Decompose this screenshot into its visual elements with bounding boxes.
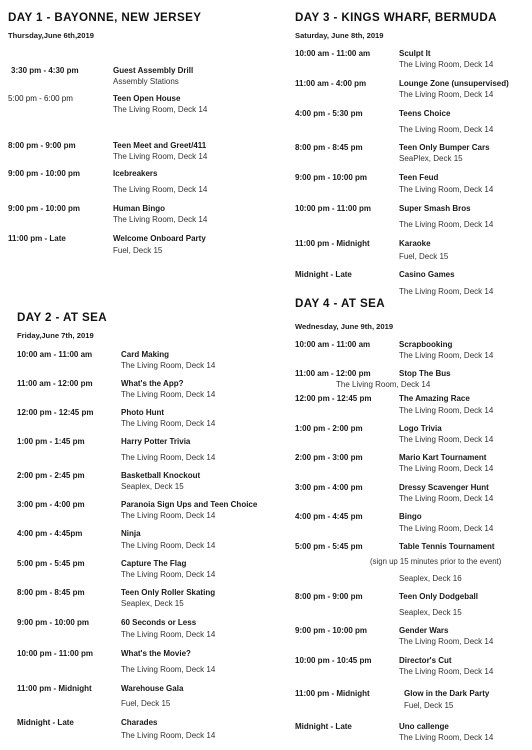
event-title: Casino Games	[399, 270, 455, 279]
event-title: Mario Kart Tournament	[399, 453, 487, 462]
event-title: Teens Choice	[399, 109, 451, 118]
event-location: The Living Room, Deck 14	[399, 524, 494, 533]
event-location: The Living Room, Deck 14	[121, 361, 216, 370]
event-time: 5:00 pm - 6:00 pm	[8, 94, 73, 103]
event-time: 11:00 am - 4:00 pm	[295, 79, 367, 88]
event-time: Midnight - Late	[295, 270, 352, 279]
event-time: Midnight - Late	[17, 718, 74, 727]
day3-title: DAY 3 - KINGS WHARF, BERMUDA	[295, 11, 497, 24]
event-location: The Living Room, Deck 14	[399, 464, 494, 473]
day1-date: Thursday,June 6th,2019	[8, 31, 94, 40]
event-location: The Living Room, Deck 14	[399, 406, 494, 415]
event-location: The Living Room, Deck 14	[399, 733, 494, 742]
event-location: Seaplex, Deck 16	[399, 574, 462, 583]
event-title: Scrapbooking	[399, 340, 453, 349]
event-time: 9:00 pm - 10:00 pm	[295, 626, 368, 635]
event-title: Uno callenge	[399, 722, 449, 731]
event-title: Basketball Knockout	[121, 471, 201, 480]
event-location: The Living Room, Deck 14	[399, 637, 494, 646]
event-location: SeaPlex, Deck 15	[399, 154, 463, 163]
event-title: Capture The Flag	[121, 559, 187, 568]
event-time: 2:00 pm - 2:45 pm	[17, 471, 85, 480]
event-location: Fuel, Deck 15	[121, 699, 171, 708]
event-title: Welcome Onboard Party	[113, 234, 206, 243]
event-title: The Amazing Race	[399, 394, 470, 403]
event-location: The Living Room, Deck 14	[399, 494, 494, 503]
event-time: 9:00 pm - 10:00 pm	[8, 169, 81, 178]
event-time: 10:00 am - 11:00 am	[295, 340, 371, 349]
event-location: The Living Room, Deck 14	[121, 731, 216, 740]
event-location: The Living Room, Deck 14	[399, 435, 494, 444]
event-time: 11:00 pm - Midnight	[295, 689, 370, 698]
event-time: 1:00 pm - 2:00 pm	[295, 424, 363, 433]
event-title: Paranoia Sign Ups and Teen Choice	[121, 500, 258, 509]
event-location: Seaplex, Deck 15	[121, 482, 184, 491]
event-title: Karaoke	[399, 239, 431, 248]
event-title: Dressy Scavenger Hunt	[399, 483, 489, 492]
event-location: The Living Room, Deck 14	[399, 287, 494, 296]
event-title: Stop The Bus	[399, 369, 451, 378]
event-time: 10:00 pm - 11:00 pm	[17, 649, 94, 658]
event-location: The Living Room, Deck 14	[336, 380, 431, 389]
event-time: 3:30 pm - 4:30 pm	[11, 66, 79, 75]
event-time: 11:00 pm - Late	[8, 234, 66, 243]
event-title: Photo Hunt	[121, 408, 165, 417]
event-time: 4:00 pm - 4:45pm	[17, 529, 83, 538]
event-title: Icebreakers	[113, 169, 158, 178]
event-title: Warehouse Gala	[121, 684, 184, 693]
event-location: The Living Room, Deck 14	[121, 453, 216, 462]
event-time: 9:00 pm - 10:00 pm	[17, 618, 90, 627]
day4-date: Wednesday, June 9th, 2019	[295, 322, 394, 331]
event-time: 10:00 pm - 10:45 pm	[295, 656, 372, 665]
event-location: The Living Room, Deck 14	[121, 570, 216, 579]
event-title: 60 Seconds or Less	[121, 618, 197, 627]
event-time: 11:00 pm - Midnight	[17, 684, 92, 693]
event-time: 8:00 pm - 8:45 pm	[295, 143, 363, 152]
event-title: Sculpt It	[399, 49, 431, 58]
event-location: The Living Room, Deck 14	[113, 215, 208, 224]
event-title: What's the App?	[121, 379, 184, 388]
day2-title: DAY 2 - AT SEA	[17, 311, 107, 324]
event-time: 10:00 pm - 11:00 pm	[295, 204, 372, 213]
event-time: 8:00 pm - 8:45 pm	[17, 588, 85, 597]
event-time: 10:00 am - 11:00 am	[295, 49, 371, 58]
event-title: Bingo	[399, 512, 422, 521]
event-location: The Living Room, Deck 14	[121, 390, 216, 399]
event-time: 4:00 pm - 4:45 pm	[295, 512, 363, 521]
event-location: The Living Room, Deck 14	[121, 665, 216, 674]
event-location: The Living Room, Deck 14	[113, 185, 208, 194]
event-location: The Living Room, Deck 14	[399, 90, 494, 99]
event-time: 2:00 pm - 3:00 pm	[295, 453, 363, 462]
event-location: The Living Room, Deck 14	[121, 630, 216, 639]
event-location: Seaplex, Deck 15	[399, 608, 462, 617]
day3-date: Saturday, June 8th, 2019	[295, 31, 384, 40]
event-title: Human Bingo	[113, 204, 165, 213]
day4-title: DAY 4 - AT SEA	[295, 297, 385, 310]
event-title: What's the Movie?	[121, 649, 191, 658]
event-time: 3:00 pm - 4:00 pm	[295, 483, 363, 492]
event-location: Fuel, Deck 15	[113, 246, 163, 255]
event-location: Fuel, Deck 15	[404, 701, 454, 710]
event-location: The Living Room, Deck 14	[121, 419, 216, 428]
event-title: Teen Feud	[399, 173, 439, 182]
event-location: The Living Room, Deck 14	[113, 152, 208, 161]
event-time: 5:00 pm - 5:45 pm	[17, 559, 85, 568]
event-location: The Living Room, Deck 14	[121, 541, 216, 550]
event-note: (sign up 15 minutes prior to the event)	[370, 557, 502, 566]
day1-title: DAY 1 - BAYONNE, NEW JERSEY	[8, 11, 202, 24]
event-time: 11:00 pm - Midnight	[295, 239, 370, 248]
event-location: The Living Room, Deck 14	[399, 351, 494, 360]
event-location: The Living Room, Deck 14	[113, 105, 208, 114]
event-time: 9:00 pm - 10:00 pm	[8, 204, 81, 213]
event-title: Super Smash Bros	[399, 204, 471, 213]
event-title: Logo Trivia	[399, 424, 442, 433]
event-title: Lounge Zone (unsupervised)	[399, 79, 509, 88]
event-title: Harry Potter Trivia	[121, 437, 191, 446]
event-title: Guest Assembly Drill	[113, 66, 194, 75]
event-title: Teen Open House	[113, 94, 181, 103]
event-time: 12:00 pm - 12:45 pm	[295, 394, 372, 403]
event-title: Teen Meet and Greet/411	[113, 141, 207, 150]
event-time: 12:00 pm - 12:45 pm	[17, 408, 94, 417]
event-time: Midnight - Late	[295, 722, 352, 731]
event-title: Ninja	[121, 529, 141, 538]
event-location: Seaplex, Deck 15	[121, 599, 184, 608]
event-time: 11:00 am - 12:00 pm	[295, 369, 371, 378]
event-title: Teen Only Bumper Cars	[399, 143, 490, 152]
event-time: 5:00 pm - 5:45 pm	[295, 542, 363, 551]
event-title: Teen Only Dodgeball	[399, 592, 478, 601]
event-time: 4:00 pm - 5:30 pm	[295, 109, 363, 118]
event-location: Fuel, Deck 15	[399, 252, 449, 261]
event-title: Table Tennis Tournament	[399, 542, 495, 551]
event-title: Glow in the Dark Party	[404, 689, 490, 698]
event-title: Director's Cut	[399, 656, 452, 665]
event-time: 8:00 pm - 9:00 pm	[295, 592, 363, 601]
event-time: 3:00 pm - 4:00 pm	[17, 500, 85, 509]
event-location: The Living Room, Deck 14	[121, 511, 216, 520]
event-location: The Living Room, Deck 14	[399, 667, 494, 676]
event-title: Card Making	[121, 350, 170, 359]
event-title: Gender Wars	[399, 626, 449, 635]
event-title: Teen Only Roller Skating	[121, 588, 216, 597]
event-time: 9:00 pm - 10:00 pm	[295, 173, 368, 182]
day2-date: Friday,June 7th, 2019	[17, 331, 94, 340]
event-title: Charades	[121, 718, 158, 727]
event-time: 1:00 pm - 1:45 pm	[17, 437, 85, 446]
event-time: 11:00 am - 12:00 pm	[17, 379, 93, 388]
event-time: 8:00 pm - 9:00 pm	[8, 141, 76, 150]
event-time: 10:00 am - 11:00 am	[17, 350, 93, 359]
event-location: The Living Room, Deck 14	[399, 60, 494, 69]
event-location: The Living Room, Deck 14	[399, 185, 494, 194]
event-location: The Living Room, Deck 14	[399, 220, 494, 229]
event-location: Assembly Stations	[113, 77, 179, 86]
event-location: The Living Room, Deck 14	[399, 125, 494, 134]
